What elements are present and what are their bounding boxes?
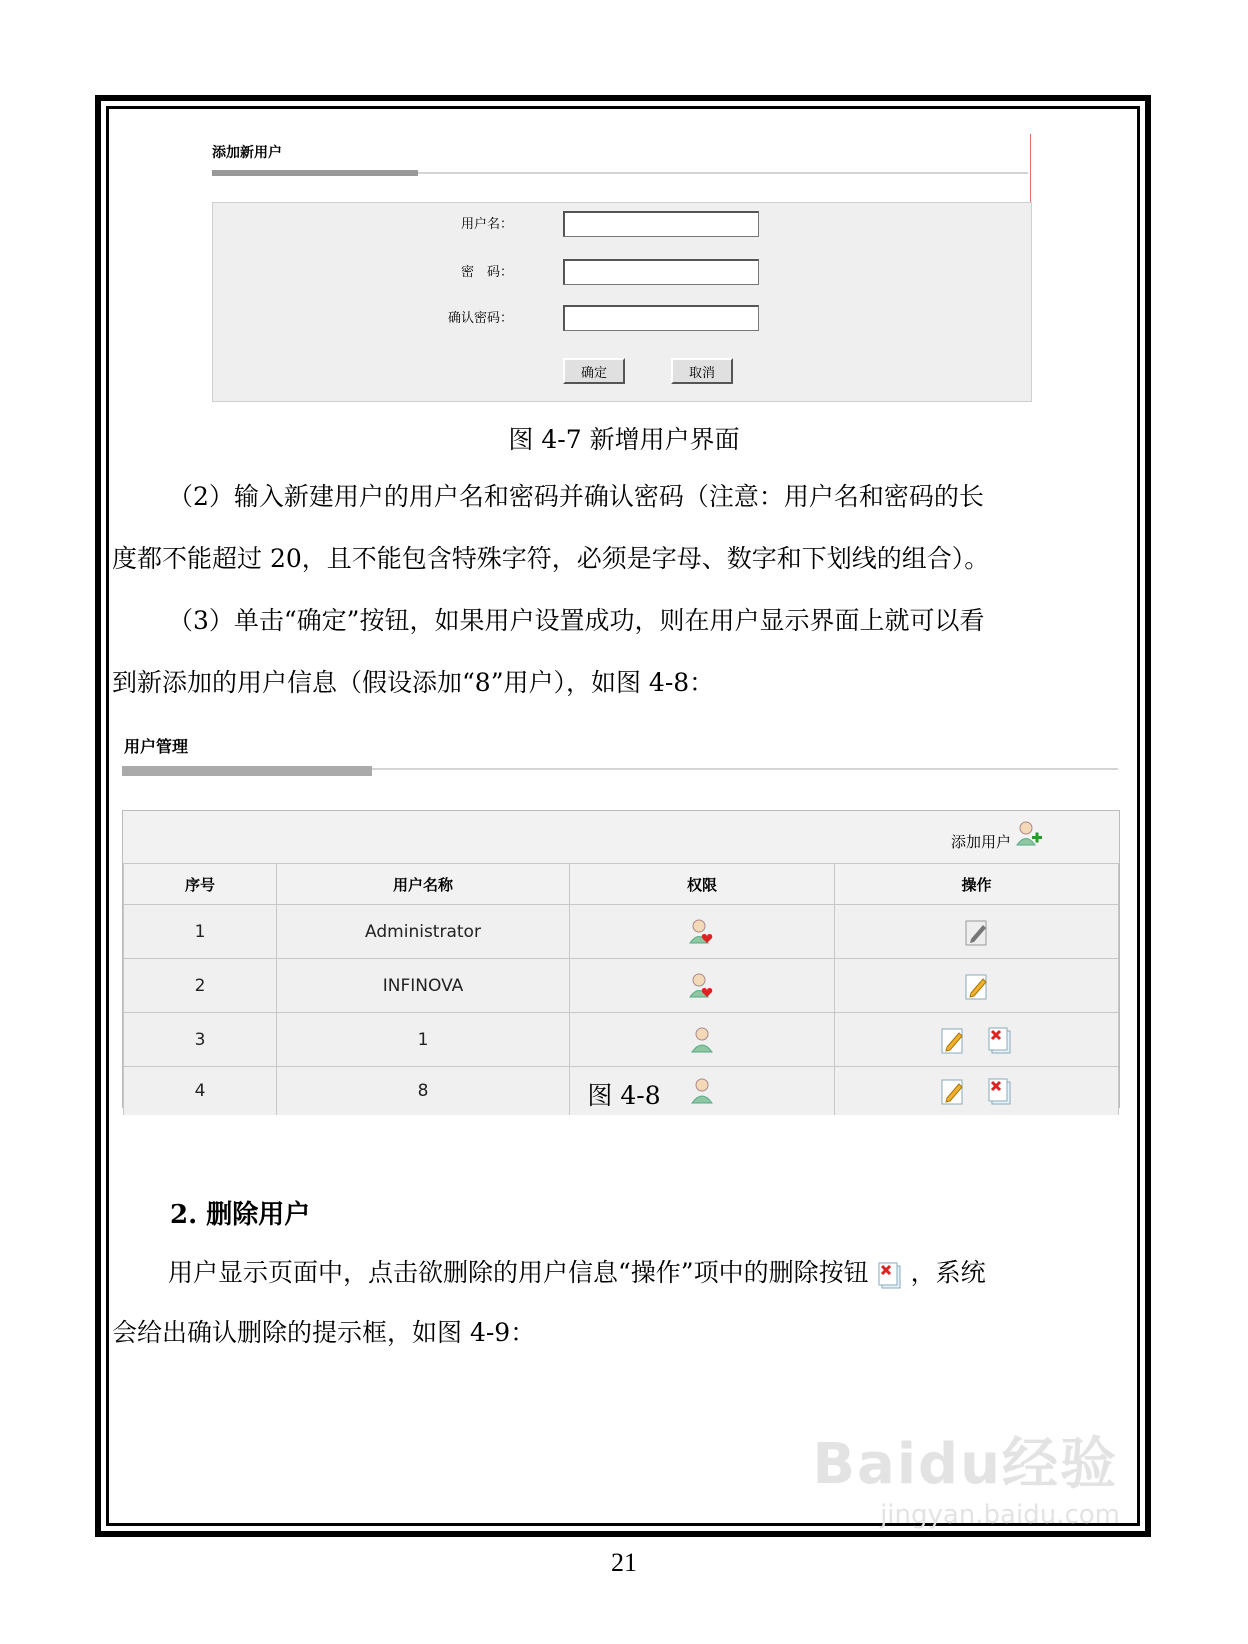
column-header-username: 用户名称 [277, 864, 570, 905]
add-user-link[interactable]: 添加用户 [950, 833, 1011, 851]
delete-paragraph-line-2: 会给出确认删除的提示框，如图 4-9： [112, 1318, 536, 1347]
password-input[interactable] [563, 259, 759, 285]
confirm-password-label: 确认密码： [447, 311, 513, 326]
add-user-form-figure [212, 130, 1032, 404]
confirm-password-input[interactable] [563, 305, 759, 331]
row-username: Administrator [277, 905, 570, 959]
figure-4-8-caption: 图 4-8 [587, 1081, 661, 1110]
user-table-panel [122, 810, 1120, 1108]
delete-icon [875, 1260, 905, 1290]
row-no: 3 [124, 1013, 277, 1067]
username-input[interactable] [563, 211, 759, 237]
edit-icon[interactable] [939, 1025, 967, 1055]
row-no: 2 [124, 959, 277, 1013]
delete-icon[interactable] [986, 1025, 1014, 1055]
paragraph-2-line-1: （2）输入新建用户的用户名和密码并确认密码（注意：用户名和密码的长 [168, 482, 984, 511]
row-username: 8 [277, 1067, 570, 1116]
row-username: 1 [277, 1013, 570, 1067]
row-username: INFINOVA [277, 959, 570, 1013]
user-management-figure [122, 730, 1120, 1108]
paragraph-2-line-2: 度都不能超过 20，且不能包含特殊字符，必须是字母、数字和下划线的组合）。 [112, 544, 990, 573]
username-label: 用户名： [460, 217, 513, 232]
edit-disabled-icon [963, 917, 991, 947]
user-management-title: 用户管理 [124, 737, 189, 756]
column-header-no: 序号 [124, 864, 277, 905]
table-row [124, 905, 1119, 959]
form-title: 添加新用户 [212, 145, 282, 161]
user-icon [688, 1025, 716, 1055]
column-header-actions: 操作 [835, 864, 1119, 905]
edit-icon[interactable] [963, 971, 991, 1001]
watermark-url: jingyan.baidu.com [880, 1500, 1120, 1530]
password-label: 密 码： [460, 265, 513, 280]
admin-user-icon [688, 917, 716, 947]
column-header-permission: 权限 [570, 864, 835, 905]
row-no: 1 [124, 905, 277, 959]
ok-button[interactable]: 确定 [563, 358, 625, 384]
figure-4-7-caption: 图 4-7 新增用户界面 [508, 425, 740, 454]
paragraph-3-line-2: 到新添加的用户信息（假设添加“8”用户），如图 4-8： [112, 668, 715, 697]
paragraph-3-line-1: （3）单击“确定”按钮，如果用户设置成功，则在用户显示界面上就可以看 [168, 606, 985, 635]
table-row [124, 1013, 1119, 1067]
page-number: 21 [611, 1548, 637, 1577]
cancel-button[interactable]: 取消 [671, 358, 733, 384]
section-heading-delete-user: 2. 删除用户 [170, 1200, 311, 1230]
table-row [124, 959, 1119, 1013]
admin-user-icon [688, 971, 716, 1001]
form-panel [212, 202, 1032, 402]
delete-paragraph-line-1: 用户显示页面中，点击欲删除的用户信息“操作”项中的删除按钮 ，系统 [112, 1242, 1188, 1304]
row-no: 4 [124, 1067, 277, 1116]
baidu-watermark: Baidu经验 [812, 1432, 1118, 1497]
add-user-icon[interactable] [1015, 819, 1043, 849]
